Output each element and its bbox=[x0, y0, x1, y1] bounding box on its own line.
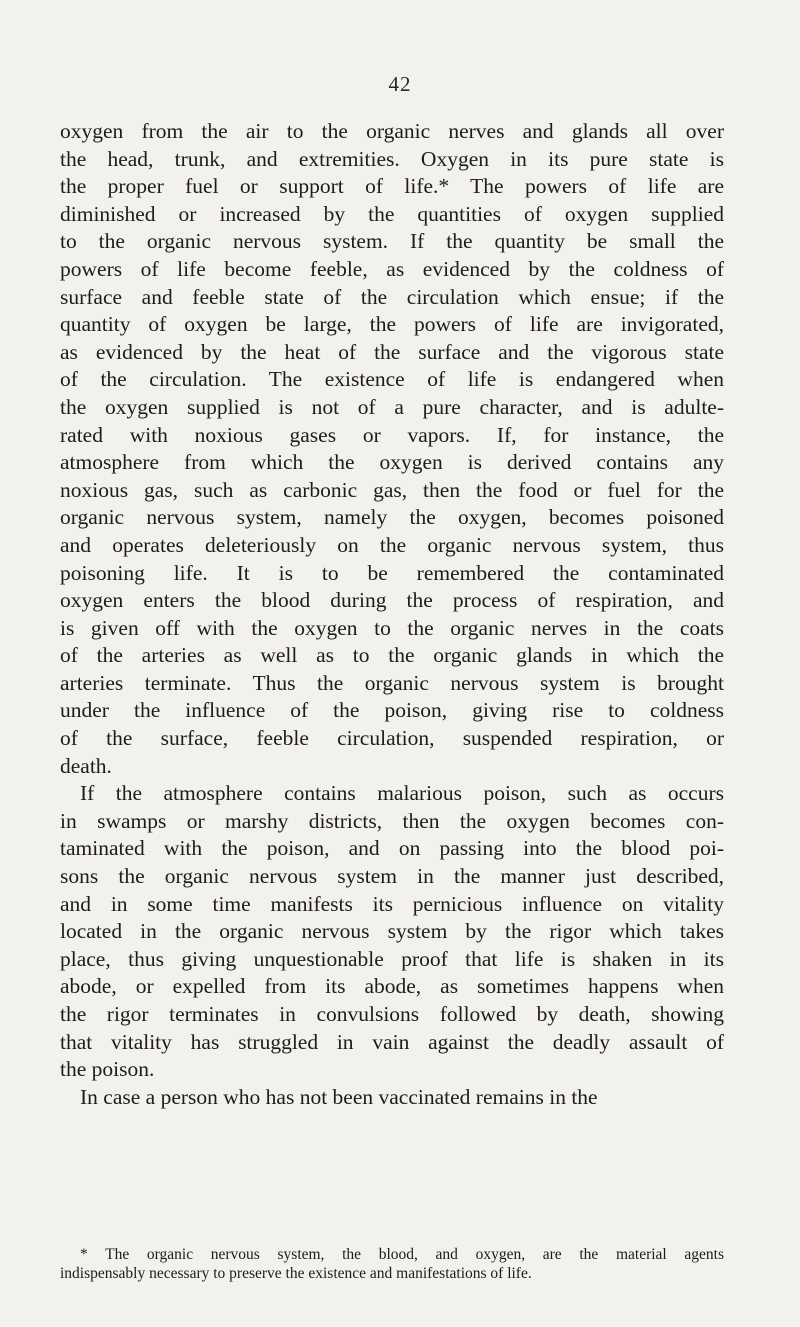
text-line: quantity of oxygen be large, the powers of life are invigorated, bbox=[60, 312, 724, 337]
text-line: sons the organic nervous system in the manner just described, bbox=[60, 864, 724, 889]
text-line: and in some time manifests its pernicious influence on vitality bbox=[60, 891, 724, 916]
text-line: the poison. bbox=[60, 1057, 155, 1082]
text-line: of the arteries as well as to the organic glands in which the bbox=[60, 643, 724, 668]
text-line: as evidenced by the heat of the surface and the vigorous state bbox=[60, 339, 724, 364]
text-line: organic nervous system, namely the oxygen, becomes poisoned bbox=[60, 505, 724, 530]
page-number: 42 bbox=[388, 72, 412, 96]
text-line: the head, trunk, and extremities. Oxygen in its pure state is bbox=[60, 146, 724, 171]
footnote-line: indispensably necessary to preserve the existence and manifestations of life. bbox=[60, 1265, 532, 1282]
text-line: in swamps or marshy districts, then the oxygen becomes con- bbox=[60, 808, 724, 833]
text-line: poisoning life. It is to be remembered the contaminated bbox=[60, 560, 724, 585]
text-line: the oxygen supplied is not of a pure character, and is adulte- bbox=[60, 394, 724, 419]
text-line: powers of life become feeble, as evidenced by the coldness of bbox=[60, 256, 724, 281]
text-line: abode, or expelled from its abode, as sometimes happens when bbox=[60, 974, 724, 999]
text-line: oxygen enters the blood during the process of respiration, and bbox=[60, 588, 724, 613]
text-line: of the surface, feeble circulation, suspended respiration, or bbox=[60, 726, 724, 751]
text-line: arteries terminate. Thus the organic nervous system is brought bbox=[60, 670, 724, 695]
text-line: under the influence of the poison, giving rise to coldness bbox=[60, 698, 724, 723]
text-line: that vitality has struggled in vain against the deadly assault of bbox=[60, 1029, 724, 1054]
footnote-line: * The organic nervous system, the blood, and oxygen, are the material agents bbox=[80, 1246, 724, 1263]
text-line: noxious gas, such as carbonic gas, then the food or fuel for the bbox=[60, 477, 724, 502]
body-text bbox=[60, 118, 724, 1111]
text-line: atmosphere from which the oxygen is derived contains any bbox=[60, 450, 724, 475]
text-line: taminated with the poison, and on passing into the blood poi- bbox=[60, 836, 724, 861]
text-line: rated with noxious gases or vapors. If, for instance, the bbox=[60, 422, 724, 447]
text-line: If the atmosphere contains malarious poison, such as occurs bbox=[80, 781, 724, 806]
footnote bbox=[60, 1245, 724, 1283]
text-line: the proper fuel or support of life.* The powers of life are bbox=[60, 174, 724, 199]
text-line: is given off with the oxygen to the organic nerves in the coats bbox=[60, 615, 724, 640]
text-line: surface and feeble state of the circulation which ensue; if the bbox=[60, 284, 724, 309]
text-line: to the organic nervous system. If the quantity be small the bbox=[60, 229, 724, 254]
text-line: located in the organic nervous system by the rigor which takes bbox=[60, 919, 724, 944]
text-line: the rigor terminates in convulsions followed by death, showing bbox=[60, 1002, 724, 1026]
text-line: In case a person who has not been vaccinated remains in the bbox=[80, 1084, 598, 1109]
text-line: place, thus giving unquestionable proof that life is shaken in its bbox=[60, 946, 724, 971]
text-line: and operates deleteriously on the organic nervous system, thus bbox=[60, 532, 724, 557]
text-line: death. bbox=[60, 753, 112, 778]
text-line: diminished or increased by the quantities of oxygen supplied bbox=[60, 201, 724, 226]
text-line: oxygen from the air to the organic nerves and glands all over bbox=[60, 119, 724, 143]
text-line: of the circulation. The existence of life is endangered when bbox=[60, 367, 724, 392]
